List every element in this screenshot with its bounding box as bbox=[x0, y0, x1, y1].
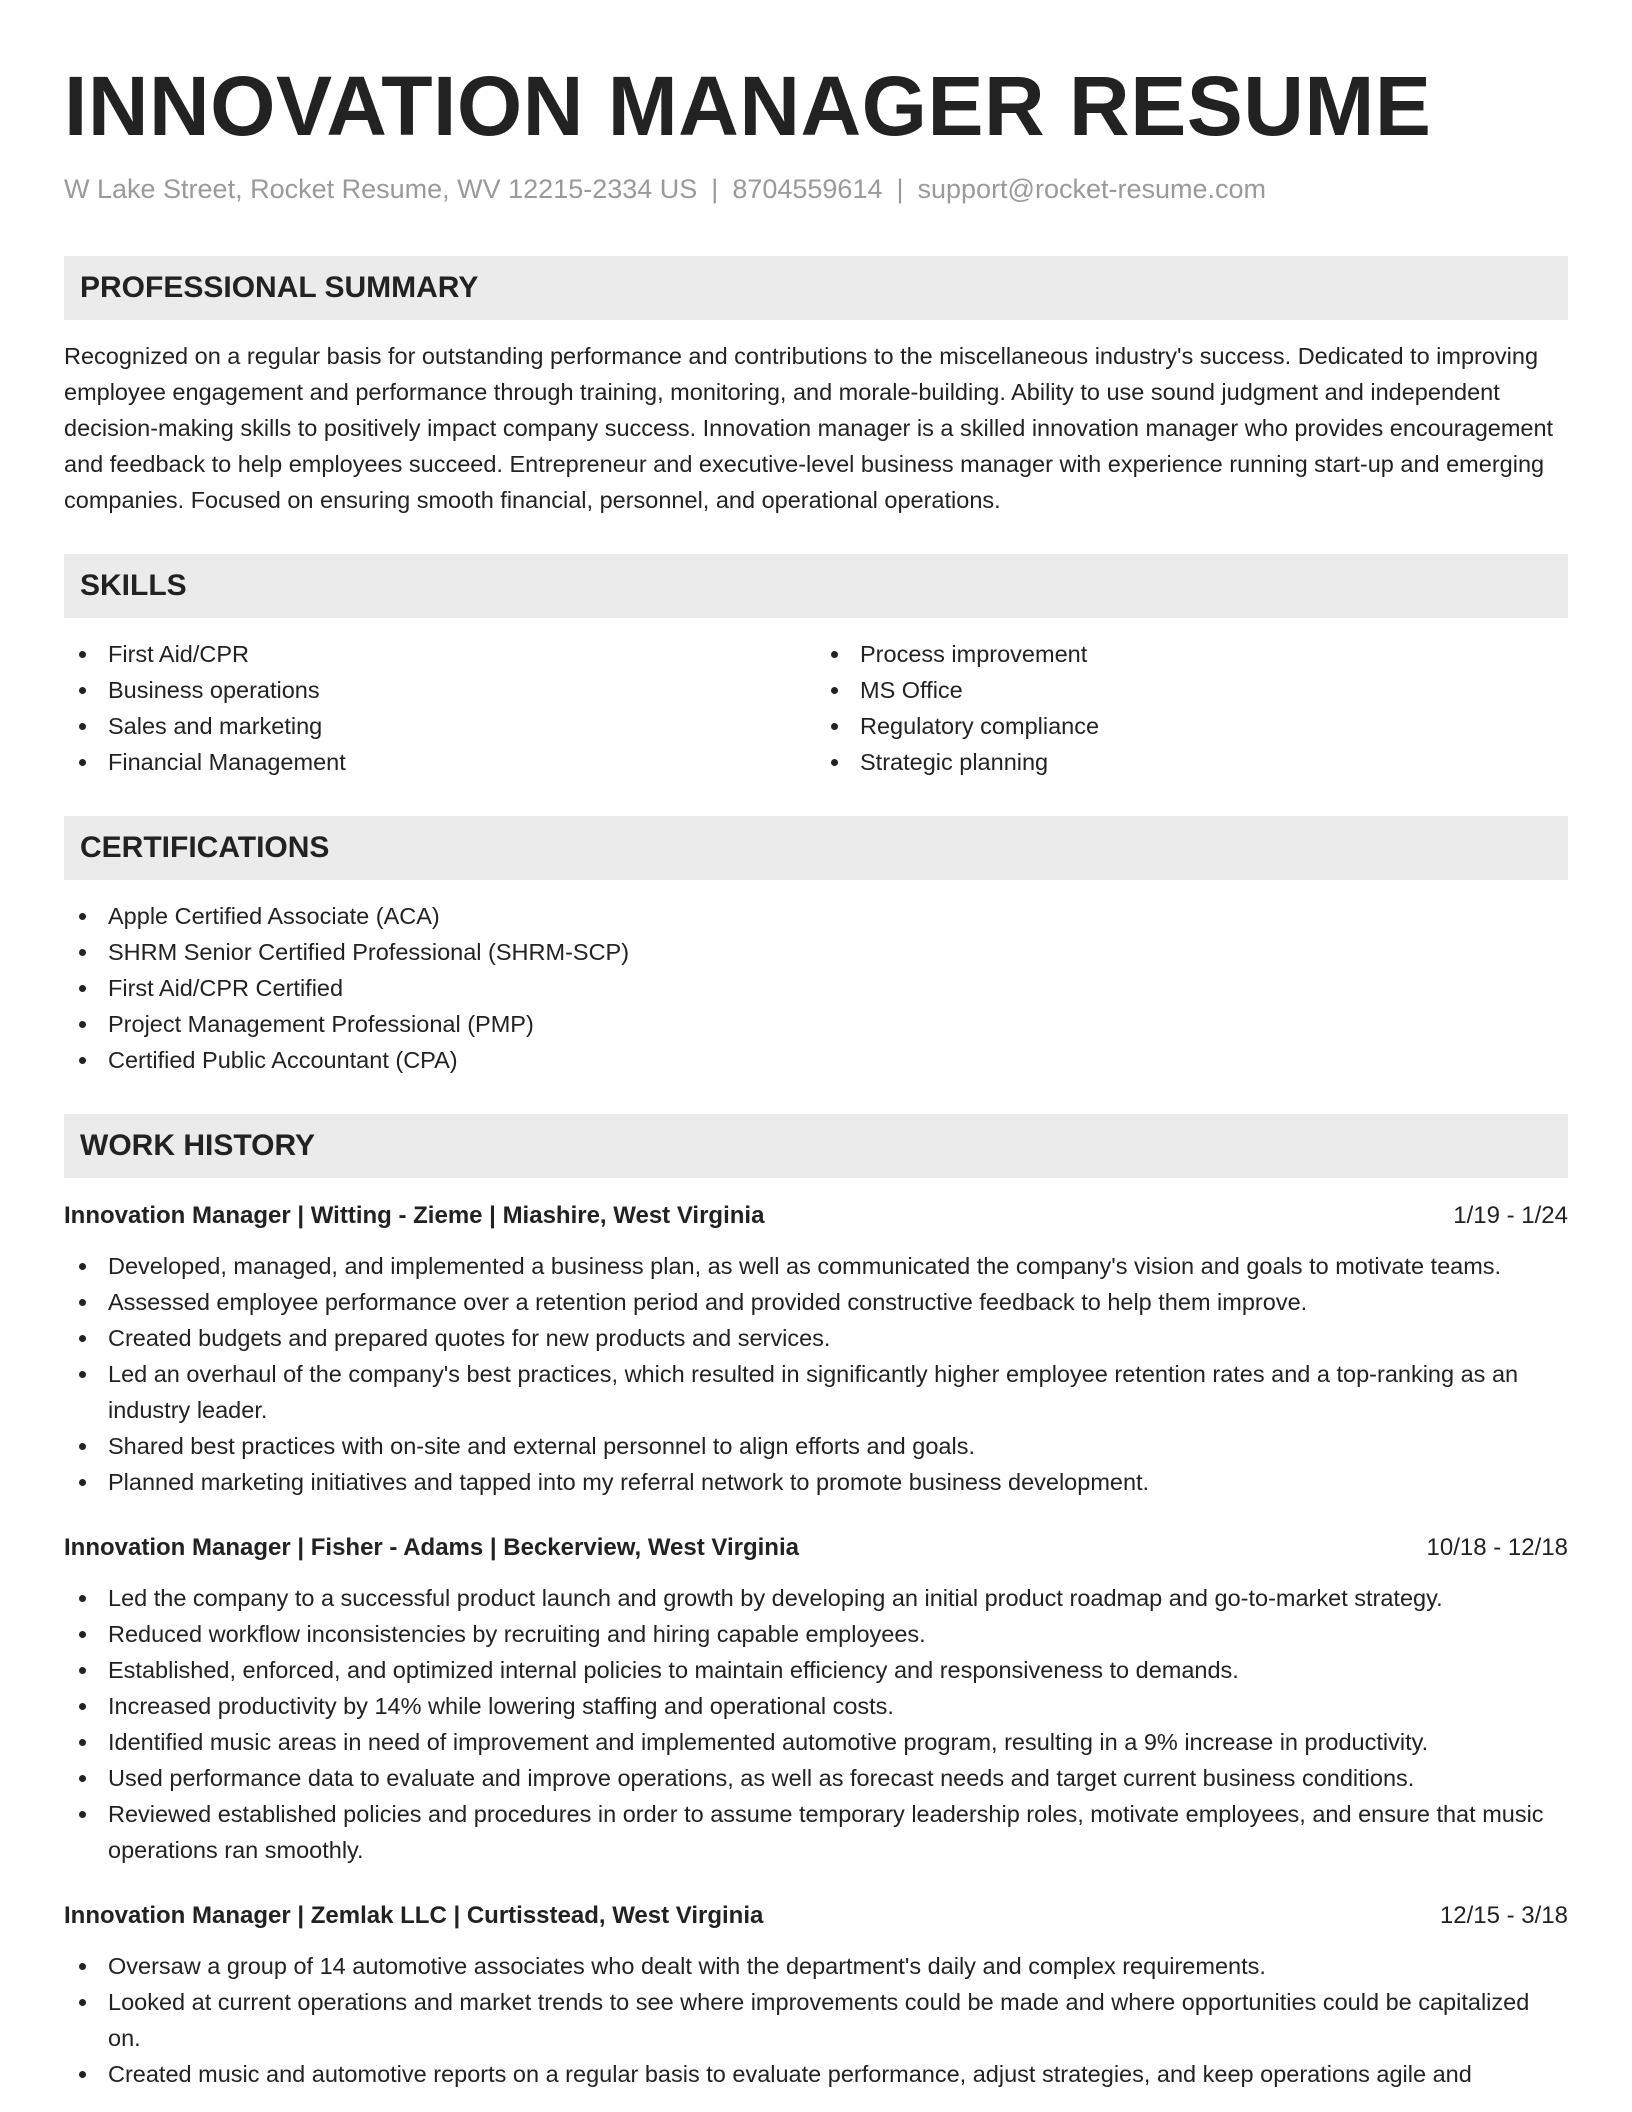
certification-item: Certified Public Accountant (CPA) bbox=[64, 1042, 1568, 1078]
section-heading-certifications: CERTIFICATIONS bbox=[64, 816, 1568, 880]
job-bullets bbox=[64, 1580, 1568, 1868]
job-header bbox=[64, 1198, 1568, 1234]
resume-title: INNOVATION MANAGER RESUME bbox=[64, 59, 1432, 153]
job-header bbox=[64, 1530, 1568, 1566]
contact-separator: | bbox=[896, 174, 904, 204]
section-heading-work-history: WORK HISTORY bbox=[64, 1114, 1568, 1178]
job-bullet: Shared best practices with on-site and external personnel to align efforts and goals. bbox=[64, 1428, 1568, 1464]
job-bullets bbox=[64, 1948, 1568, 2092]
job-title: Innovation Manager | Witting - Zieme | Miashire, West Virginia bbox=[64, 1202, 765, 1229]
job-bullet: Identified music areas in need of improvement and implemented automotive program, resulting in a 9% increase in productivity. bbox=[64, 1724, 1568, 1760]
skill-item: Process improvement bbox=[816, 636, 1568, 672]
job-bullet: Led an overhaul of the company's best practices, which resulted in significantly higher employee retention rates and a top-ranking as an industry leader. bbox=[64, 1356, 1568, 1428]
certification-item: First Aid/CPR Certified bbox=[64, 970, 1568, 1006]
contact-line bbox=[64, 172, 1568, 206]
job-bullet: Created budgets and prepared quotes for new products and services. bbox=[64, 1320, 1568, 1356]
job-dates: 10/18 - 12/18 bbox=[1426, 1534, 1568, 1561]
job-dates: 1/19 - 1/24 bbox=[1453, 1202, 1568, 1229]
certifications-list bbox=[64, 898, 1568, 1078]
job-bullet: Established, enforced, and optimized internal policies to maintain efficiency and responsiveness to demands. bbox=[64, 1652, 1568, 1688]
job-bullet: Oversaw a group of 14 automotive associates who dealt with the department's daily and complex requirements. bbox=[64, 1948, 1568, 1984]
section-heading-skills: SKILLS bbox=[64, 554, 1568, 618]
skills-list bbox=[64, 636, 1568, 780]
job-bullet: Assessed employee performance over a retention period and provided constructive feedback to help them improve. bbox=[64, 1284, 1568, 1320]
job-dates: 12/15 - 3/18 bbox=[1439, 1902, 1568, 1929]
job-title: Innovation Manager | Fisher - Adams | Beckerview, West Virginia bbox=[64, 1534, 799, 1561]
job-bullets bbox=[64, 1248, 1568, 1500]
job-entry bbox=[64, 1898, 1568, 2092]
skill-item: MS Office bbox=[816, 672, 1568, 708]
job-bullet: Developed, managed, and implemented a business plan, as well as communicated the company's vision and goals to motivate teams. bbox=[64, 1248, 1568, 1284]
skill-item: First Aid/CPR bbox=[64, 636, 816, 672]
contact-address: W Lake Street, Rocket Resume, WV 12215-2334 US bbox=[64, 174, 698, 204]
job-bullet: Led the company to a successful product launch and growth by developing an initial product roadmap and go-to-market strategy. bbox=[64, 1580, 1568, 1616]
skill-item: Sales and marketing bbox=[64, 708, 816, 744]
summary-text: Recognized on a regular basis for outstanding performance and contributions to the miscellaneous industry's success. Dedicated to improving employee engagement and performance through training, monitoring, and morale-building. Ability to use sound judgment and independent decision-making skills to positively impact company success. Innovation manager is a skilled innovation manager who provides encouragement and feedback to help employees succeed. Entrepreneur and executive-level business manager with experience running start-up and emerging companies. Focused on ensuring smooth financial, personnel, and operational operations. bbox=[64, 343, 1554, 513]
skill-item: Regulatory compliance bbox=[816, 708, 1568, 744]
skill-item: Financial Management bbox=[64, 744, 816, 780]
certification-item: Project Management Professional (PMP) bbox=[64, 1006, 1568, 1042]
section-heading-summary: PROFESSIONAL SUMMARY bbox=[64, 256, 1568, 320]
job-title: Innovation Manager | Zemlak LLC | Curtisstead, West Virginia bbox=[64, 1902, 764, 1929]
contact-separator: | bbox=[711, 174, 719, 204]
job-bullet: Reviewed established policies and procedures in order to assume temporary leadership roles, motivate employees, and ensure that music operations ran smoothly. bbox=[64, 1796, 1568, 1868]
job-bullet: Reduced workflow inconsistencies by recruiting and hiring capable employees. bbox=[64, 1616, 1568, 1652]
job-bullet: Looked at current operations and market trends to see where improvements could be made and where opportunities could be capitalized on. bbox=[64, 1984, 1568, 2056]
job-entry bbox=[64, 1198, 1568, 1500]
job-bullet: Increased productivity by 14% while lowering staffing and operational costs. bbox=[64, 1688, 1568, 1724]
job-header bbox=[64, 1898, 1568, 1934]
contact-email: support@rocket-resume.com bbox=[917, 174, 1267, 204]
job-bullet: Used performance data to evaluate and improve operations, as well as forecast needs and target current business conditions. bbox=[64, 1760, 1568, 1796]
skills-column-right bbox=[816, 636, 1568, 780]
contact-phone: 8704559614 bbox=[732, 174, 883, 204]
certification-item: SHRM Senior Certified Professional (SHRM-SCP) bbox=[64, 934, 1568, 970]
job-bullet: Planned marketing initiatives and tapped into my referral network to promote business development. bbox=[64, 1464, 1568, 1500]
skills-column-left bbox=[64, 636, 816, 780]
skill-item: Strategic planning bbox=[816, 744, 1568, 780]
job-entry bbox=[64, 1530, 1568, 1868]
job-bullet: Created music and automotive reports on a regular basis to evaluate performance, adjust strategies, and keep operations agile and bbox=[64, 2056, 1568, 2092]
certification-item: Apple Certified Associate (ACA) bbox=[64, 898, 1568, 934]
skill-item: Business operations bbox=[64, 672, 816, 708]
